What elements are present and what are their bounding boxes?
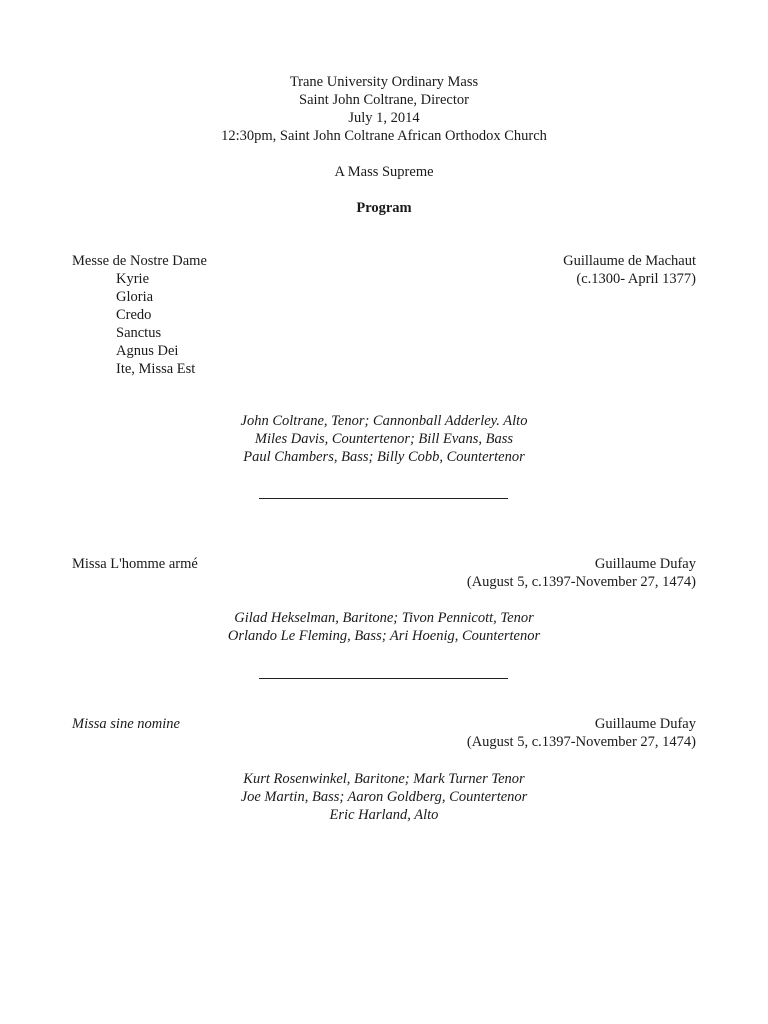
date-line: July 1, 2014	[348, 110, 420, 126]
work-3-performers	[0, 770, 768, 824]
composer-name: Guillaume Dufay	[594, 716, 696, 732]
section-divider	[259, 498, 508, 499]
subtitle-text: A Mass Supreme	[334, 164, 434, 180]
performer-line: Joe Martin, Bass; Aaron Goldberg, Countertenor	[240, 789, 528, 805]
performer-line: Miles Davis, Countertenor; Bill Evans, Bass	[254, 431, 514, 447]
composer-dates: (c.1300- April 1377)	[576, 271, 696, 287]
performer-line: Paul Chambers, Bass; Billy Cobb, Countertenor	[243, 449, 525, 465]
movement-item: Gloria	[116, 289, 154, 305]
header	[0, 73, 768, 145]
performer-line: Gilad Hekselman, Baritone; Tivon Pennicott, Tenor	[234, 610, 534, 626]
performer-line: Orlando Le Fleming, Bass; Ari Hoenig, Countertenor	[227, 628, 541, 644]
program-title: Trane University Ordinary Mass	[289, 74, 479, 90]
work-title: Messe de Nostre Dame	[72, 253, 207, 269]
work-1-title	[72, 252, 207, 270]
mass-subtitle	[0, 163, 768, 181]
work-2-composer	[467, 555, 696, 591]
time-venue-line: 12:30pm, Saint John Coltrane African Orthodox Church	[221, 128, 547, 144]
performer-line: Kurt Rosenwinkel, Baritone; Mark Turner Tenor	[243, 771, 525, 787]
work-3-title	[72, 715, 180, 733]
program-heading-text: Program	[356, 200, 412, 216]
work-1-composer	[563, 252, 696, 288]
composer-name: Guillaume Dufay	[594, 556, 696, 572]
work-title: Missa L'homme armé	[72, 556, 198, 572]
work-2-performers	[0, 609, 768, 645]
work-3-composer	[467, 715, 696, 751]
composer-name: Guillaume de Machaut	[563, 253, 696, 269]
program-heading	[0, 199, 768, 217]
work-2-title	[72, 555, 198, 573]
composer-dates: (August 5, c.1397-November 27, 1474)	[466, 734, 696, 750]
movement-item: Agnus Dei	[116, 343, 179, 359]
movement-item: Sanctus	[116, 325, 162, 341]
section-divider	[259, 678, 508, 679]
work-1-performers	[0, 412, 768, 466]
movement-item: Credo	[116, 307, 152, 323]
director-line: Saint John Coltrane, Director	[299, 92, 469, 108]
performer-line: Eric Harland, Alto	[329, 807, 439, 823]
composer-dates: (August 5, c.1397-November 27, 1474)	[466, 574, 696, 590]
movement-item: Kyrie	[116, 271, 150, 287]
work-1-movements	[116, 270, 195, 378]
performer-line: John Coltrane, Tenor; Cannonball Adderley. Alto	[240, 413, 528, 429]
work-title: Missa sine nomine	[72, 716, 180, 732]
movement-item: Ite, Missa Est	[116, 361, 196, 377]
